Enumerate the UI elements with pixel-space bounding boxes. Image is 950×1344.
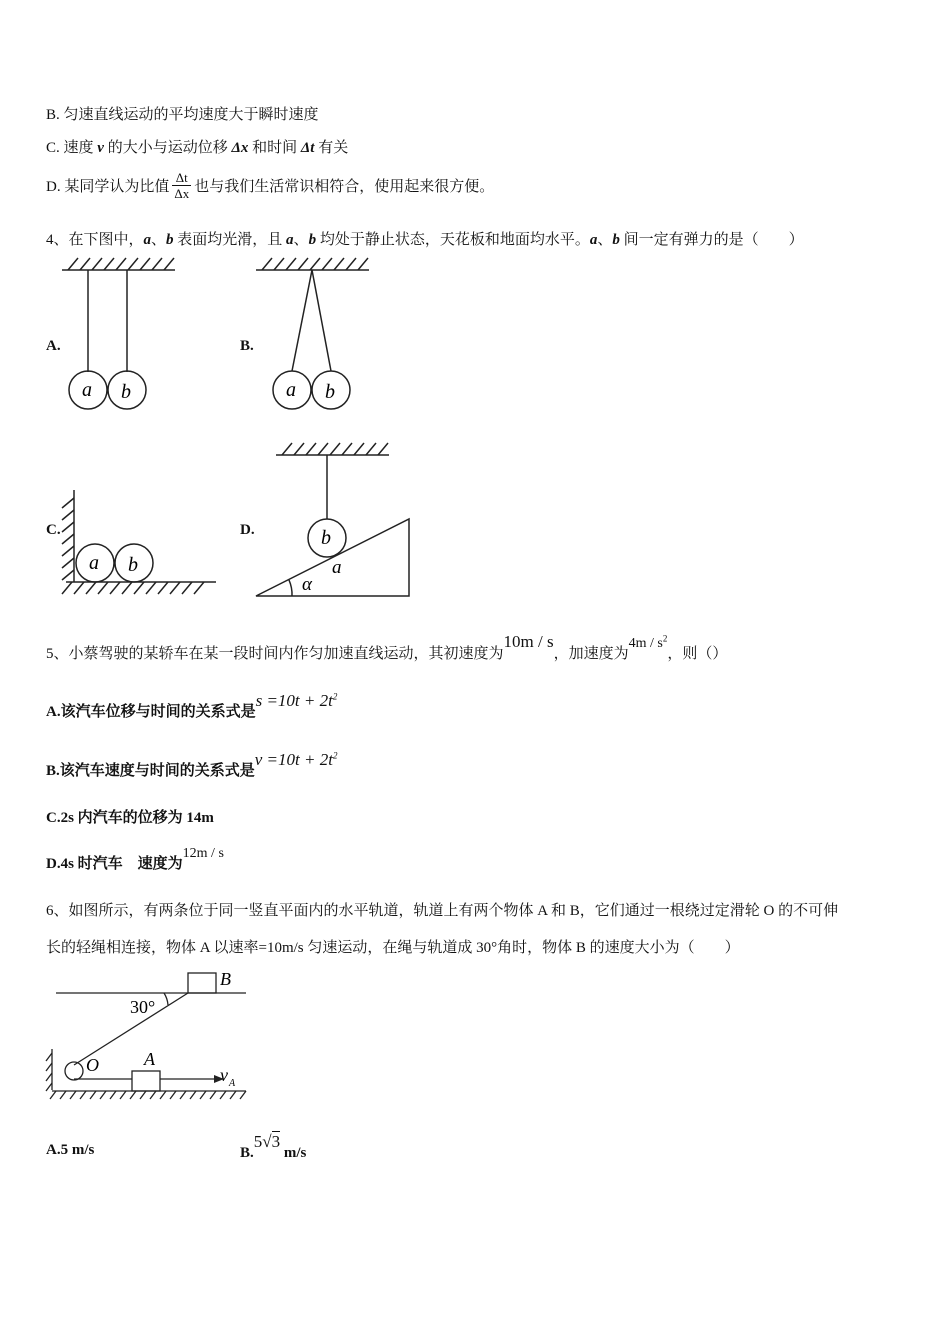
fig-velocity-subscript: A — [229, 1078, 236, 1089]
q5-option-b — [46, 750, 338, 780]
q5-d-value: 12m / s — [182, 846, 224, 861]
q4-label-c: C. — [46, 522, 61, 538]
q5-a-formula: s =10t + 2t — [255, 691, 333, 710]
q3-option-b: B. 匀速直线运动的平均速度大于瞬时速度 — [46, 107, 319, 123]
q3-c-dt: Δt — [300, 140, 315, 156]
q3-c-text3: 和时间 — [248, 140, 301, 156]
q5-d-text: D.4s 时汽车 速度为 — [46, 856, 183, 872]
q3-d-text2: 也与我们生活常识相符合，使用起来很方便。 — [194, 179, 495, 195]
fig-label-a: A — [144, 1049, 155, 1069]
fraction-numerator: Δt — [172, 170, 191, 186]
q6-stem-line1: 6、如图所示，有两条位于同一竖直平面内的水平轨道，轨道上有两个物体 A 和 B，它们通过一根绕过定滑轮 O 的不可伸 — [46, 903, 839, 919]
q5-stem-text3: ，则（） — [667, 646, 728, 662]
q3-c-dx: Δx — [231, 140, 249, 156]
q6-b-label: B. — [240, 1145, 254, 1161]
q5-acc-exponent: 2 — [662, 633, 668, 644]
q5-initial-velocity: 10m / s — [503, 632, 554, 651]
ball-b-label: b — [121, 381, 131, 403]
q4-sep: 、 — [293, 232, 309, 248]
q4-figure-b — [254, 255, 374, 415]
q4-var-b: b — [612, 232, 620, 248]
q5-option-a — [46, 691, 338, 721]
q3-c-text2: 的大小与运动位移 — [103, 140, 232, 156]
incline-label-a: a — [332, 557, 342, 578]
q5-stem — [46, 632, 728, 663]
q6-b-coefficient: 5 — [253, 1132, 263, 1151]
q3-c-text4: 有关 — [314, 140, 349, 156]
q4-sep: 、 — [597, 232, 613, 248]
q5-a-text: A.该汽车位移与时间的关系式是 — [46, 704, 256, 720]
ball-a-label: a — [286, 379, 296, 401]
sqrt-icon: √ — [262, 1132, 272, 1151]
fraction-denominator: Δx — [174, 186, 190, 201]
fig-angle-label: 30° — [130, 997, 156, 1017]
q4-stem — [46, 228, 804, 249]
q5-b-text: B.该汽车速度与时间的关系式是 — [46, 763, 255, 779]
q3-d-text: D. 某同学认为比值 — [46, 179, 170, 195]
q6-option-b — [240, 1132, 307, 1162]
q6-figure — [46, 965, 256, 1100]
q3-option-c — [46, 136, 348, 157]
q5-stem-text: 5、小蔡驾驶的某轿车在某一段时间内作匀加速直线运动，其初速度为 — [46, 646, 504, 662]
q5-option-d — [46, 846, 224, 873]
q4-label-a: A. — [46, 338, 61, 354]
q4-sep: 、 — [151, 232, 167, 248]
q4-figure-c — [58, 488, 223, 598]
ball-b-label: b — [128, 554, 138, 576]
q5-option-c: C.2s 内汽车的位移为 14m — [46, 810, 214, 826]
q3-option-d — [46, 170, 494, 201]
ball-a-label: a — [82, 379, 92, 401]
fig-label-b: B — [220, 969, 231, 989]
q6-b-unit: m/s — [280, 1145, 307, 1161]
ball-b-label: b — [325, 381, 335, 403]
q3-c-v: v — [97, 140, 104, 156]
q4-stem-text2: 表面均光滑，且 — [173, 232, 287, 248]
fig-label-o: O — [86, 1055, 99, 1075]
q4-var-b: b — [166, 232, 174, 248]
q5-stem-text2: ，加速度为 — [553, 646, 629, 662]
fig-velocity-label: v — [220, 1065, 228, 1085]
q3-d-fraction — [172, 170, 191, 201]
ball-b-label: b — [321, 527, 331, 549]
q4-var-a: a — [589, 232, 598, 248]
q5-acceleration: 4m / s — [628, 636, 663, 651]
q3-c-text: C. 速度 — [46, 140, 98, 156]
q4-stem-text: 4、在下图中， — [46, 232, 144, 248]
q5-a-exponent: 2 — [332, 691, 338, 702]
q4-var-a: a — [143, 232, 152, 248]
q6-stem-line2: 长的轻绳相连接，物体 A 以速率=10m/s 匀速运动，在绳与轨道成 30°角时，物体 B 的速度大小为（ ） — [46, 940, 740, 956]
q4-figure-a — [60, 255, 180, 415]
q4-label-d: D. — [240, 522, 255, 538]
q4-label-b: B. — [240, 338, 254, 354]
q5-b-formula: v =10t + 2t — [254, 750, 333, 769]
q4-var-a: a — [286, 232, 294, 248]
q6-b-radicand: 3 — [271, 1132, 281, 1151]
q4-stem-text3: 均处于静止状态，天花板和地面均水平。 — [316, 232, 590, 248]
ball-a-label: a — [89, 552, 99, 574]
q4-stem-text4: 间一定有弹力的是（ ） — [619, 232, 804, 248]
q6-option-a: A.5 m/s — [46, 1142, 95, 1158]
angle-alpha: α — [302, 574, 312, 595]
q4-figure-d — [254, 438, 414, 600]
q5-b-exponent: 2 — [332, 750, 338, 761]
q4-var-b: b — [308, 232, 317, 248]
